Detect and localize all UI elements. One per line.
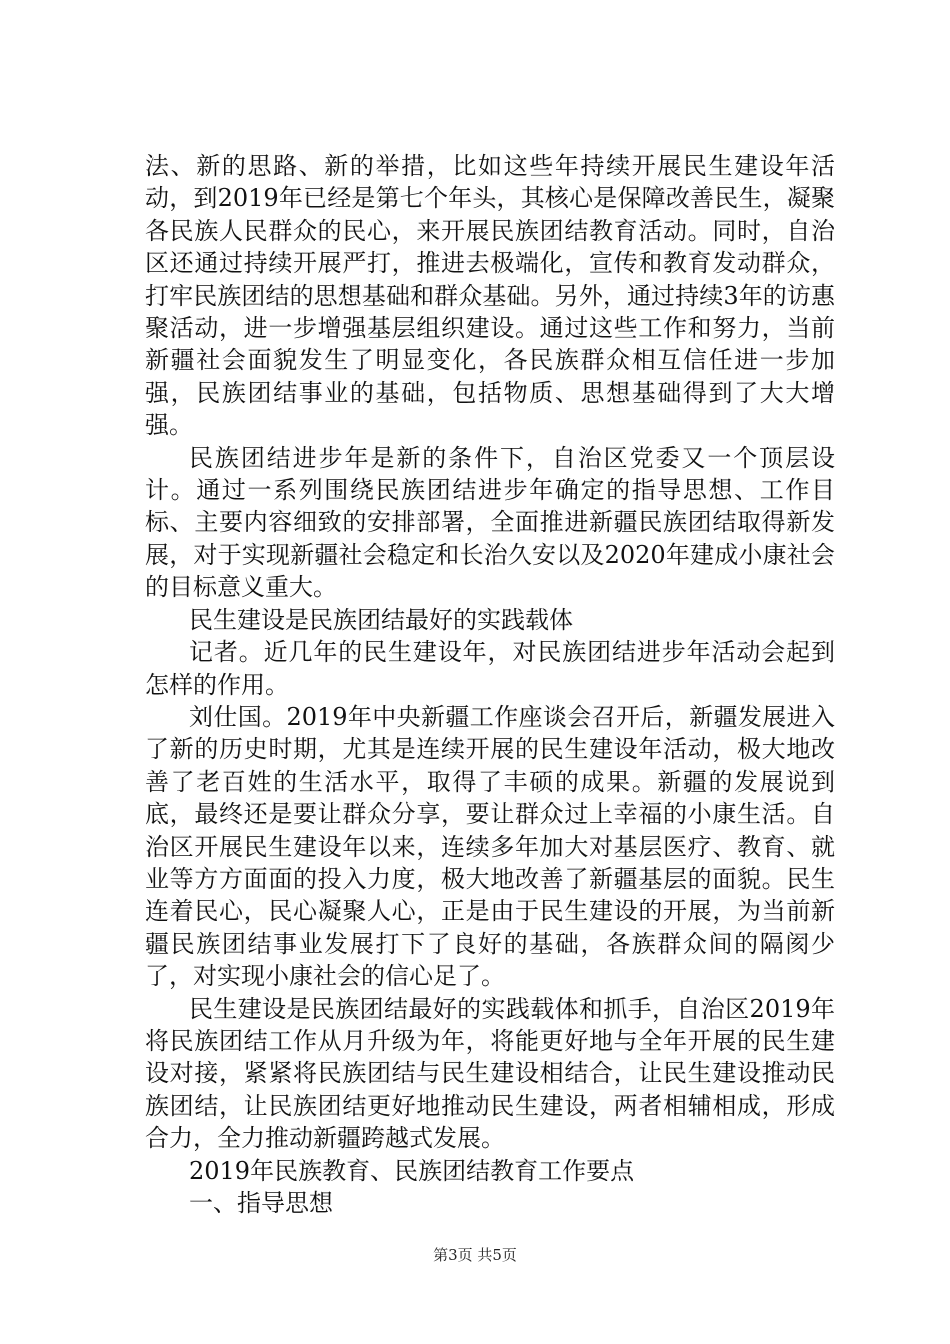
paragraph-livelihood-carrier: 民生建设是民族团结最好的实践载体和抓手，自治区2019年将民族团结工作从月升级为年，将能更好地与全年开展的民生建设对接，紧紧将民族团结与民生建设相结合，让民生建设推动民族团结，让民族团结更好地推动民生建设，两者相辅相成，形成合力，全力推动新疆跨越式发展。 bbox=[145, 994, 835, 1153]
section-heading-education-points: 2019年民族教育、民族团结教育工作要点 bbox=[189, 1156, 635, 1185]
paragraph-unity-year: 民族团结进步年是新的条件下，自治区党委又一个顶层设计。通过一系列围绕民族团结进步年确定的指导思想、工作目标、主要内容细致的安排部署，全面推进新疆民族团结取得新发展，对于实现新疆社会稳定和长治久安以及2020年建成小康社会的目标意义重大。 bbox=[145, 443, 835, 602]
paragraph-liu-answer: 刘仕国。2019年中央新疆工作座谈会召开后，新疆发展进入了新的历史时期，尤其是连续开展的民生建设年活动，极大地改善了老百姓的生活水平，取得了丰硕的成果。新疆的发展说到底，最终还是要让群众分享，要让群众过上幸福的小康生活。自治区开展民生建设年以来，连续多年加大对基层医疗、教育、就业等方方面面的投入力度，极大地改善了新疆基层的面貌。民生连着民心，民心凝聚人心，正是由于民生建设的开展，为当前新疆民族团结事业发展打下了良好的基础，各族群众间的隔阂少了，对实现小康社会的信心足了。 bbox=[145, 702, 835, 991]
section-heading-guiding-ideology: 一、指导思想 bbox=[189, 1189, 333, 1217]
document-body bbox=[145, 150, 835, 1219]
paragraph-continuation: 法、新的思路、新的举措，比如这些年持续开展民生建设年活动，到2019年已经是第七个年头，其核心是保障改善民生，凝聚各民族人民群众的民心，来开展民族团结教育活动。同时，自治区还通过持续开展严打，推进去极端化，宣传和教育发动群众，打牢民族团结的思想基础和群众基础。另外，通过持续3年的访惠聚活动，进一步增强基层组织建设。通过这些工作和努力，当前新疆社会面貌发生了明显变化，各民族群众相互信任进一步加强，民族团结事业的基础，包括物质、思想基础得到了大大增强。 bbox=[145, 152, 835, 440]
section-heading-livelihood: 民生建设是民族团结最好的实践载体 bbox=[189, 605, 573, 634]
paragraph-reporter-question: 记者。近几年的民生建设年，对民族团结进步年活动会起到怎样的作用。 bbox=[145, 638, 835, 699]
page-number-footer: 第3页 共5页 bbox=[433, 1246, 517, 1264]
